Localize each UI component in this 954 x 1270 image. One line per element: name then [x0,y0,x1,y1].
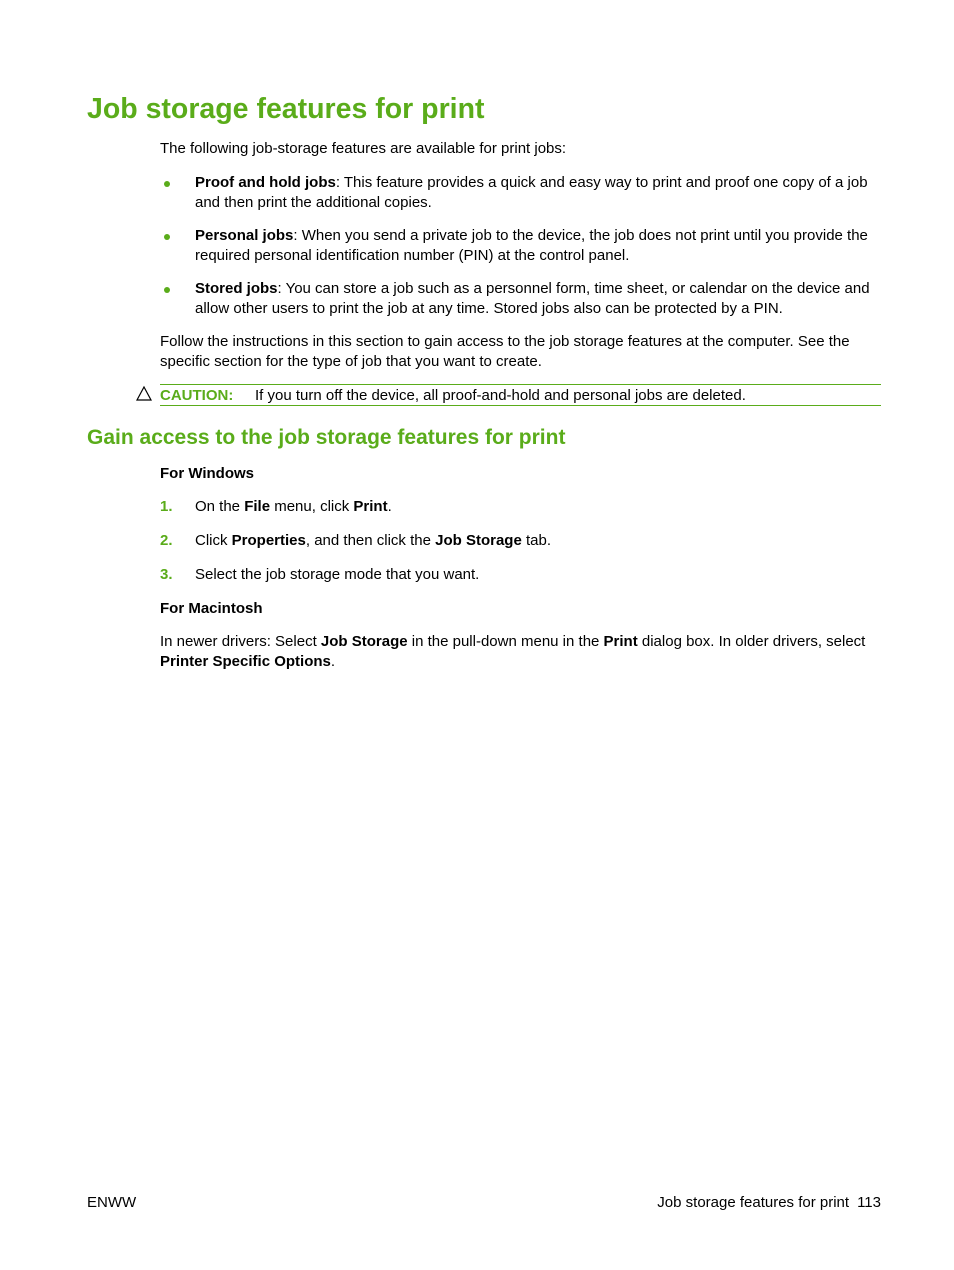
step-text-bold: File [244,498,271,515]
step-text-part: tab. [521,532,551,549]
step-text [195,497,392,516]
bullet-term: Proof and hold jobs [195,174,336,191]
bullet-item-stored-jobs [195,279,885,318]
bullet-dot [164,287,170,293]
mac-text-bold: Printer Specific Options [160,652,331,670]
step-text-part: . [387,498,392,515]
bullet-description: : This feature provides a quick and easy way to print and proof one copy of a job and then print the additional copies. [195,174,868,211]
bullet-dot [164,181,170,187]
step-number: 3. [160,566,173,583]
mac-text-part: . [330,652,336,670]
footer-right [657,1193,881,1212]
mac-text-bold: Job Storage [320,633,408,650]
macintosh-subheading: For Macintosh [160,600,263,617]
step-number: 1. [160,498,173,515]
bullet-dot [164,234,170,240]
bullet-item-proof-and-hold [195,173,885,212]
step-text-part: Click [195,532,232,549]
caution-text: If you turn off the device, all proof-and-hold and personal jobs are deleted. [255,387,746,404]
caution-triangle-icon [135,385,153,403]
bullet-term: Personal jobs [195,227,294,244]
step-text-part: , and then click the [305,532,436,549]
caution-label: CAUTION: [160,387,234,404]
bullet-term: Stored jobs [195,280,278,297]
step-text-part: Select the job storage mode that you want. [195,566,480,583]
follow-paragraph: Follow the instructions in this section to gain access to the job storage features at the computer. See the specific section for the type of job that you want to create. [160,333,850,370]
intro-paragraph: The following job-storage features are available for print jobs: [160,140,567,157]
bullet-description: : You can store a job such as a personnel form, time sheet, or calendar on the device and allow other users to print the job at any time. Stored jobs also can be protected by a PIN. [195,280,870,317]
step-text-part: menu, click [270,498,354,515]
step-number: 2. [160,532,173,549]
footer-title: Job storage features for print [657,1194,850,1211]
mac-text-part: in the pull-down menu in the [407,633,604,650]
macintosh-paragraph [160,632,884,671]
step-text [195,531,551,550]
page-title: Job storage features for print [87,93,485,125]
footer-left-label: ENWW [87,1194,137,1211]
page-number: 113 [857,1194,881,1211]
mac-text-bold: Print [603,633,638,650]
bullet-item-personal-jobs [195,226,885,265]
mac-text-part: dialog box. In older drivers, select [637,633,866,650]
windows-subheading: For Windows [160,465,255,482]
step-text-bold: Job Storage [435,532,522,549]
step-text-bold: Properties [231,532,306,549]
bullet-description: : When you send a private job to the device, the job does not print until you provide the required personal identification number (PIN) at the control panel. [195,227,868,264]
step-text-bold: Print [353,498,388,515]
mac-text-part: In newer drivers: Select [160,633,321,650]
step-text-part: On the [195,498,245,515]
caution-box [160,384,881,406]
step-text [195,565,479,584]
section-heading: Gain access to the job storage features for print [87,426,566,449]
